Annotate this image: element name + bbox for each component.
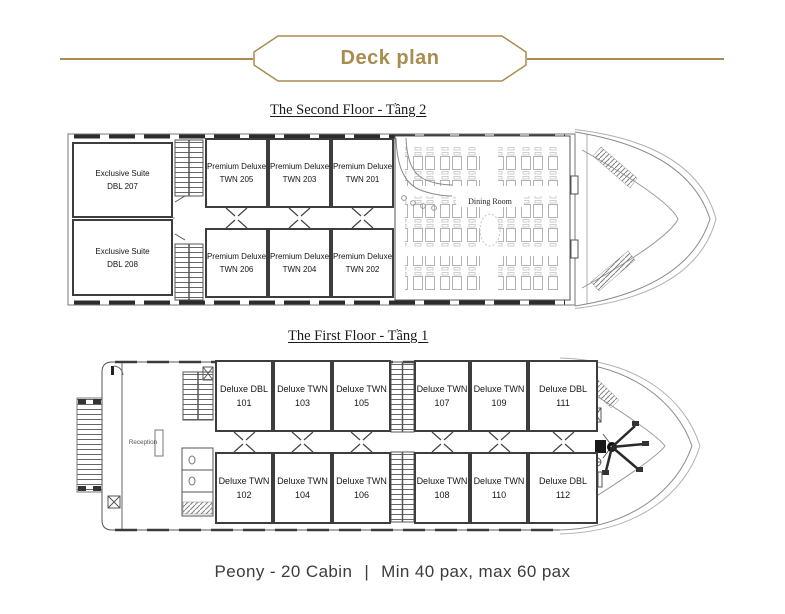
bathroom-block [182, 448, 213, 516]
footer-divider: | [364, 562, 370, 581]
dining-room-label: Dining Room [468, 197, 512, 206]
room-twn-103: Deluxe TWN 103 [273, 360, 332, 432]
stairs-icon [391, 362, 414, 432]
room-twn-202: Premium Deluxe TWN 202 [331, 228, 394, 298]
room-dbl-208: Exclusive Suite DBL 208 [72, 219, 173, 296]
bow-stairs-hatch [591, 147, 637, 291]
first-floor-title: The First Floor - Tầng 1 [288, 328, 429, 344]
header-rule-right [527, 58, 724, 60]
room-twn-109: Deluxe TWN 109 [470, 360, 528, 432]
second-floor-plan [60, 128, 720, 310]
room-twn-203: Premium Deluxe TWN 203 [268, 138, 331, 208]
room-dbl-112: Deluxe DBL 112 [528, 452, 598, 524]
room-dbl-101: Deluxe DBL 101 [215, 360, 273, 432]
room-twn-204: Premium Deluxe TWN 204 [268, 228, 331, 298]
footer-caption [0, 562, 785, 582]
room-twn-102: Deluxe TWN 102 [215, 452, 273, 524]
stairs-icon [391, 452, 414, 522]
page-title: Deck plan [340, 47, 440, 69]
room-dbl-111: Deluxe DBL 111 [528, 360, 598, 432]
room-twn-205: Premium Deluxe TWN 205 [205, 138, 268, 208]
room-dbl-207: Exclusive Suite DBL 207 [72, 142, 173, 218]
stairs-icon [175, 244, 203, 300]
room-twn-206: Premium Deluxe TWN 206 [205, 228, 268, 298]
room-twn-201: Premium Deluxe TWN 201 [331, 138, 394, 208]
first-floor-plan [55, 350, 715, 540]
header-rule-left [60, 58, 253, 60]
room-twn-110: Deluxe TWN 110 [470, 452, 528, 524]
stairs-icon [183, 372, 213, 420]
room-twn-104: Deluxe TWN 104 [273, 452, 332, 524]
room-twn-105: Deluxe TWN 105 [332, 360, 391, 432]
capacity-text: Min 40 pax, max 60 pax [381, 562, 571, 581]
dining-area [395, 136, 570, 300]
room-twn-106: Deluxe TWN 106 [332, 452, 391, 524]
room-twn-107: Deluxe TWN 107 [414, 360, 470, 432]
gangway [77, 398, 102, 492]
stairs-icon [175, 140, 203, 196]
reception-label: Reception [128, 439, 158, 446]
second-floor-title: The Second Floor - Tầng 2 [270, 102, 427, 118]
ship-name: Peony - 20 Cabin [214, 562, 353, 581]
room-twn-108: Deluxe TWN 108 [414, 452, 470, 524]
